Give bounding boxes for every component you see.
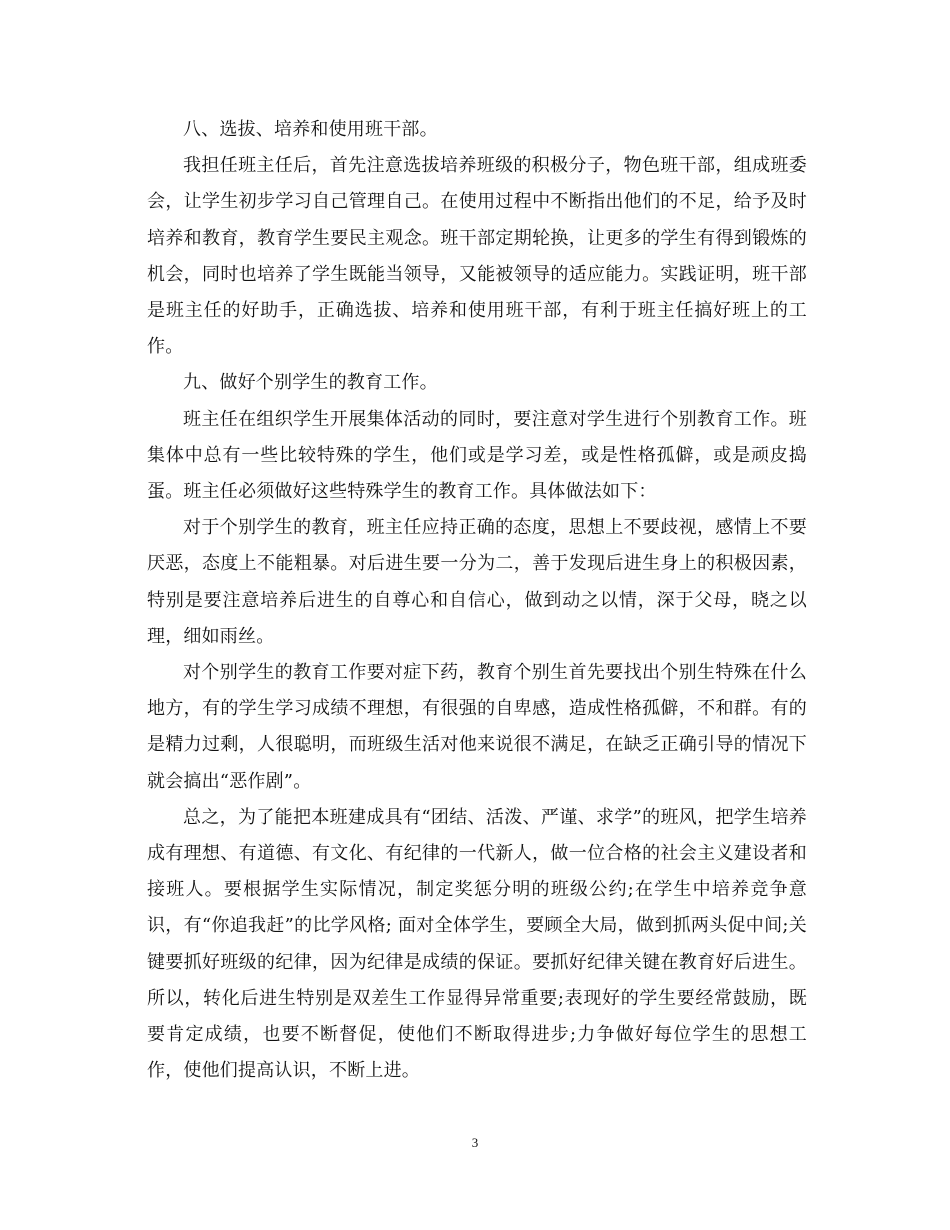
document-body — [147, 112, 807, 1089]
paragraph-individual-education: 班主任在组织学生开展集体活动的同时，要注意对学生进行个别教育工作。班集体中总有一些比较特殊的学生，他们或是学习差，或是性格孤僻，或是顽皮捣蛋。班主任必须做好这些特殊学生的教育工作。具体做法如下： — [147, 408, 807, 503]
paragraph-attitude: 对于个别学生的教育，班主任应持正确的态度，思想上不要歧视，感情上不要厌恶，态度上不能粗暴。对后进生要一分为二，善于发现后进生身上的积极因素，特别是要注意培养后进生的自尊心和自信心，做到动之以情，深于父母，晓之以理，细如雨丝。 — [147, 517, 807, 647]
paragraph-summary: 总之，为了能把本班建成具有“团结、活泼、严谨、求学”的班风，把学生培养成有理想、有道德、有文化、有纪律的一代新人，做一位合格的社会主义建设者和接班人。要根据学生实际情况，制定奖惩分明的班级公约;在学生中培养竞争意识，有“你追我赶”的比学风格; 面对全体学生，要顾全大局，做到抓两头促中间;关键要抓好班级的纪律，因为纪律是成绩的保证。要抓好纪律关键在教育好后进生。所以，转化后进生特别是双差生工作显得异常重要;表现好的学生要经常鼓励，既要肯定成绩，也要不断督促，使他们不断取得进步;力争做好每位学生的思想工作，使他们提高认识，不断上进。 — [147, 806, 807, 1082]
section-heading-9: 九、做好个别学生的教育工作。 — [183, 372, 438, 394]
paragraph-targeted-approach: 对个别学生的教育工作要对症下药，教育个别生首先要找出个别生特殊在什么地方，有的学生学习成绩不理想，有很强的自卑感，造成性格孤僻，不和群。有的是精力过剩，人很聪明，而班级生活对他来说很不满足，在缺乏正确引导的情况下就会搞出“恶作剧”。 — [147, 662, 807, 792]
section-heading-8: 八、选拔、培养和使用班干部。 — [183, 119, 438, 140]
page-number: 3 — [471, 1135, 479, 1150]
paragraph-class-cadres: 我担任班主任后，首先注意选拔培养班级的积极分子，物色班干部，组成班委会，让学生初步学习自己管理自己。在使用过程中不断指出他们的不足，给予及时培养和教育，教育学生要民主观念。班干部定期轮换，让更多的学生有得到锻炼的机会，同时也培养了学生既能当领导，又能被领导的适应能力。实践证明，班干部是班主任的好助手，正确选拔、培养和使用班干部，有利于班主任搞好班上的工作。 — [147, 155, 807, 358]
